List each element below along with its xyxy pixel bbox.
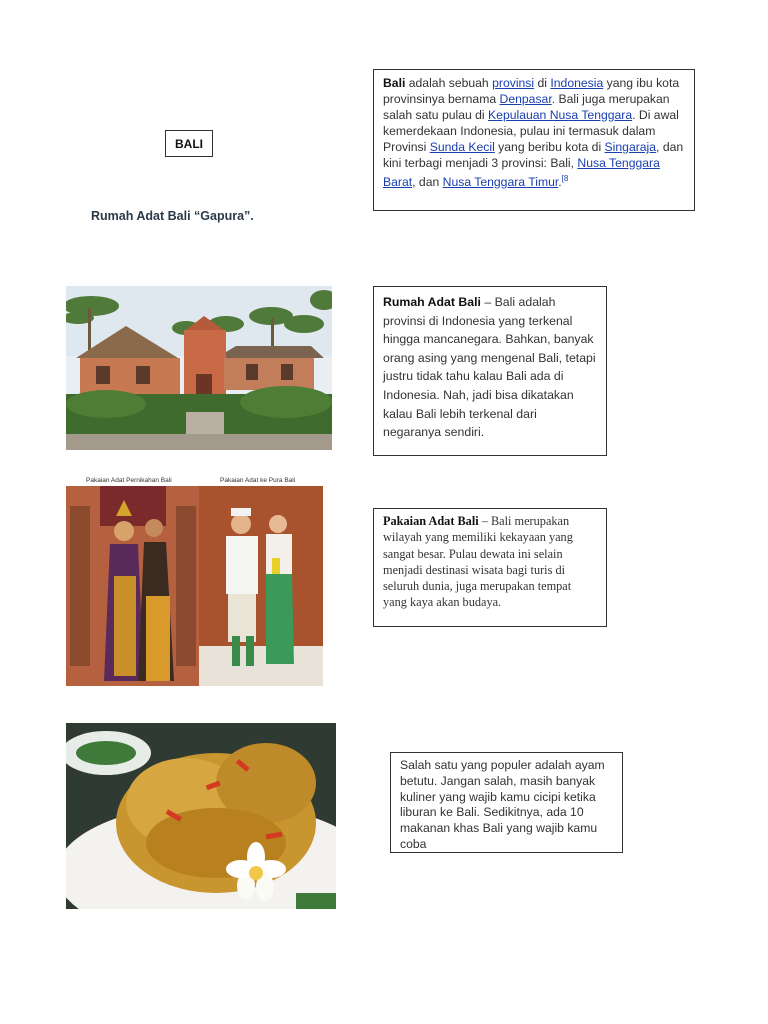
caption-wedding: Pakaian Adat Pernikahan Bali <box>86 477 172 484</box>
rumah-adat-box <box>373 286 607 456</box>
rumah-adat-label: Rumah Adat Bali <box>383 295 481 309</box>
title-box <box>165 130 213 157</box>
section-heading: Rumah Adat Bali “Gapura”. <box>91 209 254 223</box>
wiki-part-15: , dan <box>412 175 443 190</box>
pakaian-adat-photo <box>66 486 323 686</box>
rumah-adat-photo <box>66 286 332 450</box>
link-nusa-tenggara-barat[interactable]: Nusa Tenggara Barat <box>383 156 660 190</box>
title-text: BALI <box>175 136 203 151</box>
pakaian-adat-box <box>373 508 607 627</box>
link-singaraja[interactable]: Singaraja <box>604 140 657 154</box>
wiki-part-17: . <box>558 175 562 190</box>
link-provinsi[interactable]: provinsi <box>492 76 535 90</box>
wiki-part-9: . Di awal kemerdekaan Indonesia, pulau ini termasuk dalam Provinsi <box>383 108 679 154</box>
link-nusa-tenggara-timur[interactable]: Nusa Tenggara Timur <box>442 175 559 190</box>
wiki-part-5: yang ibu kota provinsinya bernama <box>383 76 680 106</box>
link-sunda-kecil[interactable]: Sunda Kecil <box>429 140 495 154</box>
link-indonesia[interactable]: Indonesia <box>550 76 604 90</box>
wiki-part-3: di <box>534 76 551 90</box>
citation-link[interactable]: [8 <box>561 174 569 183</box>
ayam-betutu-photo <box>66 723 336 909</box>
pakaian-adat-text: – Bali merupakan wilayah yang memiliki kekayaan yang sangat besar. Pulau dewata ini selain menjadi destinasi wisata bagi turis di seluruh dunia, juga merupakan tempat yang kaya akan budaya. <box>383 514 573 610</box>
kuliner-box <box>390 752 623 853</box>
kuliner-text: Salah satu yang populer adalah ayam betutu. Jangan salah, masih banyak kuliner yang wajib kamu cicipi ketika liburan ke Bali. Sedikitnya, ada 10 makanan khas Bali yang wajib kamu coba <box>400 758 605 851</box>
wiki-part-11: yang beribu kota di <box>494 140 605 154</box>
rumah-adat-text: – Bali adalah provinsi di Indonesia yang terkenal hingga mancanegara. Bahkan, banyak orang asing yang mengenal Bali, tetapi justru tidak tahu kalau Bali ada di Indonesia. Nah, jadi bisa dikatakan kalau Bali lebih terkenal dari negaranya sendiri. <box>383 295 596 440</box>
wiki-description-box <box>373 69 695 211</box>
wiki-part-13: , dan kini terbagi menjadi 3 provinsi: Bali, <box>383 140 684 170</box>
link-denpasar[interactable]: Denpasar <box>499 92 552 106</box>
pakaian-adat-label: Pakaian Adat Bali <box>383 514 479 528</box>
wiki-part-0: Bali <box>383 76 406 90</box>
caption-temple: Pakaian Adat ke Pura Bali <box>220 477 296 484</box>
wiki-part-1: adalah sebuah <box>405 76 493 90</box>
link-kepulauan-nusa-tenggara[interactable]: Kepulauan Nusa Tenggara <box>488 108 633 122</box>
wiki-part-7: . Bali juga merupakan salah satu pulau di <box>383 92 670 122</box>
